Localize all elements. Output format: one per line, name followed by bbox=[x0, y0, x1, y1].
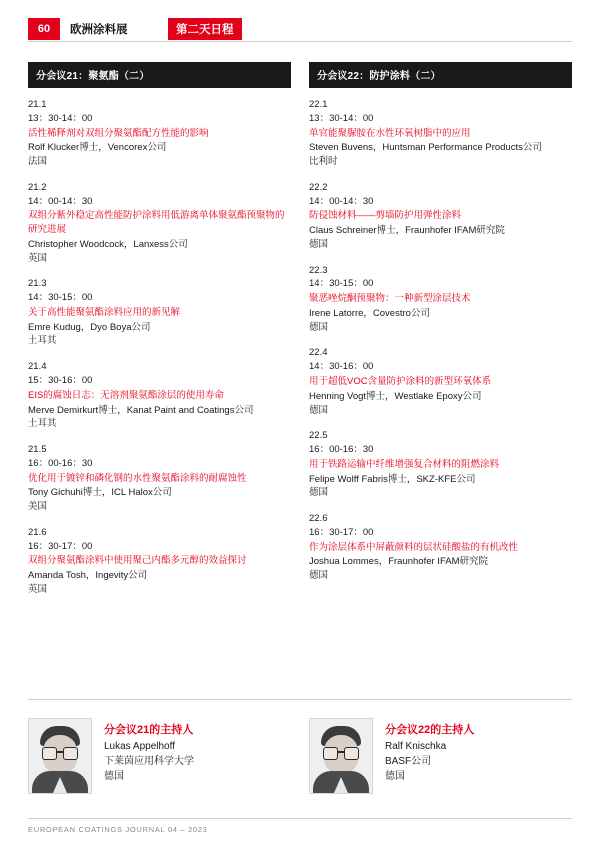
talk-number: 22.6 bbox=[309, 513, 328, 525]
chairs-divider bbox=[28, 699, 572, 700]
talk-time: 16：00-16：30 bbox=[28, 457, 93, 469]
talk-item bbox=[28, 181, 291, 266]
chair-role: 分会议21的主持人 bbox=[104, 724, 194, 736]
talk-country: 土耳其 bbox=[28, 418, 57, 430]
avatar bbox=[28, 718, 92, 794]
session-header-21: 分会议21：聚氨酯（二） bbox=[28, 62, 291, 88]
talk-country: 法国 bbox=[28, 156, 48, 168]
talk-number: 21.2 bbox=[28, 181, 47, 193]
talk-country: 美国 bbox=[28, 501, 48, 513]
talk-number: 22.1 bbox=[309, 99, 328, 110]
talk-item bbox=[28, 277, 291, 348]
talk-title: EIS的腐蚀日志：无溶剂聚氨酯涂层的使用寿命 bbox=[28, 389, 224, 401]
talk-title: 用于超低VOC含量防护涂料的新型环氧体系 bbox=[309, 376, 492, 388]
talk-time: 14：30-15：00 bbox=[309, 278, 374, 290]
talk-title: 用于铁路运输中纤维增强复合材料的阻燃涂料 bbox=[309, 458, 500, 470]
talk-title: 双组分聚氨酯涂料中使用聚己内酯多元醇的效益探讨 bbox=[28, 555, 247, 567]
talk-speaker: Emre Kudug，Dyo Boya公司 bbox=[28, 321, 151, 333]
chairs-section bbox=[28, 718, 572, 794]
program-columns bbox=[28, 62, 572, 609]
talk-time: 15：30-16：00 bbox=[28, 375, 93, 387]
talk-time: 14：30-16：00 bbox=[309, 361, 374, 373]
talk-number: 22.2 bbox=[309, 181, 328, 193]
page-number: 60 bbox=[28, 18, 60, 40]
talk-country: 土耳其 bbox=[28, 335, 57, 347]
talk-item bbox=[28, 526, 291, 597]
talk-title: 单官能聚脲胺在水性环氧树脂中的应用 bbox=[309, 127, 471, 139]
talk-country: 英国 bbox=[28, 252, 48, 264]
talk-item bbox=[309, 429, 572, 500]
talk-number: 21.3 bbox=[28, 278, 47, 290]
chair-country: 德国 bbox=[385, 770, 405, 782]
talk-item bbox=[309, 264, 572, 335]
footer-caption: EUROPEAN COATINGS JOURNAL 04 – 2023 bbox=[28, 825, 208, 834]
talk-time: 14：00-14：30 bbox=[309, 195, 374, 207]
chair-country: 德国 bbox=[104, 770, 124, 782]
talk-title: 活性稀释剂对双组分聚氨酯配方性能的影响 bbox=[28, 127, 209, 139]
talk-item bbox=[28, 98, 291, 169]
talk-speaker: Felipe Wolff Fabris博士，SKZ-KFE公司 bbox=[309, 473, 476, 485]
session-header-22: 分会议22：防护涂料（二） bbox=[309, 62, 572, 88]
talk-time: 14：00-14：30 bbox=[28, 195, 93, 207]
talk-country: 德国 bbox=[309, 487, 329, 499]
talk-speaker: Joshua Lommes，Fraunhofer IFAM研究院 bbox=[309, 556, 488, 568]
footer-divider bbox=[28, 818, 572, 819]
talk-time: 16：30-17：00 bbox=[309, 526, 374, 538]
chair-card bbox=[309, 718, 572, 794]
chair-info bbox=[104, 718, 194, 794]
talk-number: 22.3 bbox=[309, 264, 328, 276]
talk-number: 22.5 bbox=[309, 430, 328, 442]
talk-speaker: Steven Buvens，Huntsman Performance Products公司 bbox=[309, 142, 542, 154]
session-column-22 bbox=[309, 62, 572, 609]
page-title: 欧洲涂料展 bbox=[70, 24, 128, 36]
talk-title: 防侵蚀材料——剪墙防护用弹性涂料 bbox=[309, 210, 462, 222]
header-divider bbox=[28, 41, 572, 42]
talk-title: 双组分紫外稳定高性能防护涂料用低游离单体聚氨酯预聚物的研究进展 bbox=[28, 210, 285, 236]
chair-name: Ralf Knischka bbox=[385, 740, 447, 752]
chair-info bbox=[385, 718, 474, 794]
glasses-icon bbox=[323, 747, 359, 758]
talk-country: 比利时 bbox=[309, 156, 338, 168]
talk-time: 13：30-14：00 bbox=[309, 112, 374, 124]
header-subtitle: 第二天日程 bbox=[168, 18, 242, 40]
talk-speaker: Irene Latorre，Covestro公司 bbox=[309, 307, 430, 319]
talk-country: 英国 bbox=[28, 583, 48, 595]
talk-time: 16：00-16：30 bbox=[309, 444, 374, 456]
talk-speaker: Amanda Tosh，Ingevity公司 bbox=[28, 570, 148, 582]
session-column-21 bbox=[28, 62, 291, 609]
talk-time: 14：30-15：00 bbox=[28, 292, 93, 304]
talk-item bbox=[309, 98, 572, 169]
talk-number: 22.4 bbox=[309, 347, 328, 359]
chair-role: 分会议22的主持人 bbox=[385, 724, 475, 736]
talk-number: 21.4 bbox=[28, 361, 47, 373]
talk-item bbox=[309, 346, 572, 417]
talk-item bbox=[28, 360, 291, 431]
talk-title: 优化用于镀锌和磷化钢的水性聚氨酯涂料的耐腐蚀性 bbox=[28, 472, 247, 484]
talk-country: 德国 bbox=[309, 321, 329, 333]
chair-organization: BASF公司 bbox=[385, 755, 432, 767]
talk-title: 作为涂层体系中屏蔽颜料的层状硅酸盐的有机改性 bbox=[309, 541, 519, 553]
talk-title: 聚恶唑烷酮预聚物：一种新型涂层技术 bbox=[309, 293, 471, 305]
talk-title: 关于高性能聚氨酯涂料应用的新见解 bbox=[28, 306, 181, 318]
talk-item bbox=[309, 512, 572, 583]
talk-speaker: Merve Demirkurt博士，Kanat Paint and Coatings公司 bbox=[28, 404, 254, 416]
talk-speaker: Claus Schreiner博士，Fraunhofer IFAM研究院 bbox=[309, 225, 505, 237]
talk-speaker: Christopher Woodcock，Lanxess公司 bbox=[28, 238, 188, 250]
talk-number: 21.5 bbox=[28, 444, 47, 456]
talk-speaker: Rolf Klucker博士，Vencorex公司 bbox=[28, 142, 167, 154]
talk-time: 13：30-14：00 bbox=[28, 112, 93, 124]
talk-speaker: Tony Gichuhi博士，ICL Halox公司 bbox=[28, 487, 172, 499]
talk-speaker: Henning Vogt博士，Westlake Epoxy公司 bbox=[309, 390, 482, 402]
chair-name: Lukas Appelhoff bbox=[104, 740, 175, 752]
talk-list-21 bbox=[28, 98, 291, 597]
talk-country: 德国 bbox=[309, 570, 329, 582]
talk-country: 德国 bbox=[309, 404, 329, 416]
talk-country: 德国 bbox=[309, 238, 329, 250]
talk-time: 16：30-17：00 bbox=[28, 540, 93, 552]
avatar bbox=[309, 718, 373, 794]
chair-organization: 下莱茵应用科学大学 bbox=[104, 755, 194, 767]
talk-list-22 bbox=[309, 98, 572, 583]
talk-number: 21.1 bbox=[28, 99, 47, 110]
chair-card bbox=[28, 718, 291, 794]
talk-item bbox=[28, 443, 291, 514]
talk-item bbox=[309, 181, 572, 252]
talk-number: 21.6 bbox=[28, 526, 47, 538]
glasses-icon bbox=[42, 747, 78, 758]
page-header bbox=[28, 18, 572, 42]
